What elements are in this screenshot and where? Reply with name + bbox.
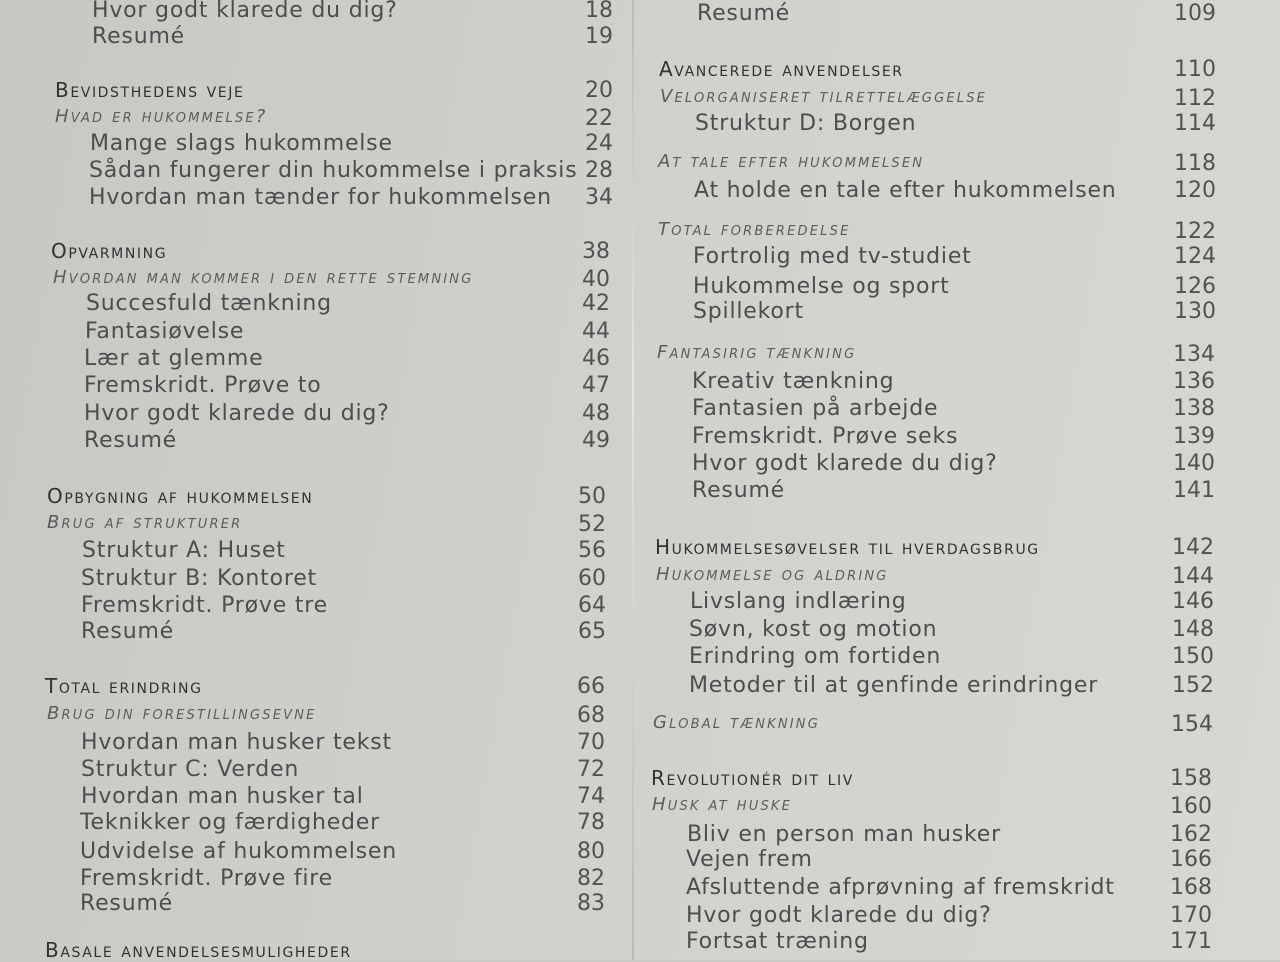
toc-entry-page-number: 120 <box>1174 178 1216 203</box>
toc-entry-title: Hvordan man husker tekst <box>81 730 392 755</box>
toc-entry-title: Hukommelse og aldring <box>656 564 889 585</box>
toc-entry-page-number: 152 <box>1172 673 1214 698</box>
toc-entry-title: Basale anvendelsesmuligheder <box>45 938 352 962</box>
toc-entry-page-number: 144 <box>1172 564 1214 589</box>
toc-entry-page-number: 139 <box>1173 424 1215 449</box>
toc-entry-title: Total forberedelse <box>658 219 851 240</box>
toc-entry-page-number: 50 <box>578 484 606 509</box>
toc-entry-title: Husk at huske <box>652 794 793 815</box>
toc-entry-page-number: 60 <box>578 566 606 591</box>
toc-entry-title: Søvn, kost og motion <box>689 617 938 642</box>
toc-entry-page-number: 148 <box>1172 617 1214 642</box>
toc-entry-title: Brug din forestillingsevne <box>47 703 317 724</box>
toc-entry-page-number: 168 <box>1170 875 1212 900</box>
toc-entry-title: Fantasien på arbejde <box>692 396 939 421</box>
toc-entry-page-number: 138 <box>1173 396 1215 421</box>
toc-entry-page-number: 171 <box>1170 929 1212 954</box>
toc-entry-title: Fantasirig tænkning <box>657 342 857 363</box>
toc-entry-title: Hvordan man tænder for hukommelsen <box>89 185 552 210</box>
toc-entry-page-number: 112 <box>1174 86 1216 111</box>
toc-entry-title: Metoder til at genfinde erindringer <box>689 673 1099 698</box>
toc-entry-page-number: 80 <box>577 839 605 864</box>
toc-entry-title: Hvad er hukommelse? <box>55 106 268 127</box>
toc-entry-page-number: 158 <box>1170 766 1212 791</box>
toc-entry-page-number: 110 <box>1174 57 1216 82</box>
toc-entry-page-number: 40 <box>582 267 610 292</box>
toc-entry-title: Resumé <box>92 24 186 49</box>
toc-entry-title: Opvarmning <box>51 239 168 263</box>
toc-entry-page-number: 19 <box>585 24 613 49</box>
toc-entry-page-number: 142 <box>1172 535 1214 560</box>
toc-entry-page-number: 72 <box>577 757 605 782</box>
toc-entry-page-number: 83 <box>577 891 605 916</box>
toc-entry-page-number: 160 <box>1170 794 1212 819</box>
toc-entry-title: Hvordan man husker tal <box>81 784 364 809</box>
toc-entry-title: Resumé <box>80 891 174 916</box>
toc-entry-title: Avancerede anvendelser <box>659 57 904 81</box>
toc-entry-title: At holde en tale efter hukommelsen <box>694 178 1117 203</box>
toc-entry-page-number: 114 <box>1174 111 1216 136</box>
toc-entry-title: Hvor godt klarede du dig? <box>686 903 992 928</box>
toc-entry-page-number: 146 <box>1172 589 1214 614</box>
page-gutter <box>632 0 634 960</box>
toc-entry-page-number: 68 <box>577 703 605 728</box>
toc-entry-title: Succesfuld tænkning <box>86 291 332 316</box>
toc-entry-title: Spillekort <box>693 299 804 324</box>
toc-entry-page-number: 74 <box>577 784 605 809</box>
toc-entry-page-number: 44 <box>582 319 610 344</box>
toc-entry-title: Mange slags hukommelse <box>90 131 393 156</box>
toc-entry-title: Velorganiseret tilrettelæggelse <box>660 86 988 107</box>
toc-entry-page-number: 140 <box>1173 451 1215 476</box>
toc-entry-page-number: 170 <box>1170 903 1212 928</box>
toc-entry-page-number: 162 <box>1170 822 1212 847</box>
toc-entry-title: Bevidsthedens veje <box>55 78 245 102</box>
toc-entry-page-number: 82 <box>577 866 605 891</box>
toc-entry-title: Struktur C: Verden <box>81 757 300 782</box>
toc-entry-page-number: 66 <box>577 674 605 699</box>
toc-entry-page-number: 18 <box>585 0 613 23</box>
toc-entry-page-number: 78 <box>577 810 605 835</box>
toc-entry-page-number: 118 <box>1174 151 1216 176</box>
toc-entry-page-number: 56 <box>578 538 606 563</box>
toc-entry-title: Teknikker og færdigheder <box>80 810 380 835</box>
toc-entry-title: Fremskridt. Prøve fire <box>80 866 334 891</box>
toc-entry-title: Struktur B: Kontoret <box>81 566 317 591</box>
toc-entry-title: Resumé <box>84 428 178 453</box>
toc-entry-page-number: 24 <box>585 131 613 156</box>
toc-entry-title: Sådan fungerer din hukommelse i praksis <box>89 158 578 183</box>
toc-entry-title: Hvor godt klarede du dig? <box>84 401 390 426</box>
toc-entry-page-number: 46 <box>582 346 610 371</box>
toc-entry-title: Global tænkning <box>653 712 821 733</box>
toc-entry-page-number: 70 <box>577 730 605 755</box>
toc-entry-title: Hukommelsesøvelser til hverdagsbrug <box>655 535 1040 559</box>
toc-entry-page-number: 48 <box>582 401 610 426</box>
toc-entry-page-number: 52 <box>578 512 606 537</box>
toc-entry-page-number: 124 <box>1174 244 1216 269</box>
toc-entry-page-number: 166 <box>1170 847 1212 872</box>
toc-entry-title: Hukommelse og sport <box>693 274 950 299</box>
toc-entry-title: Hvor godt klarede du dig? <box>692 451 998 476</box>
toc-entry-page-number: 47 <box>582 373 610 398</box>
toc-entry-title: Fantasiøvelse <box>85 319 245 344</box>
toc-entry-title: Resumé <box>692 478 786 503</box>
toc-entry-title: Kreativ tænkning <box>692 369 895 394</box>
toc-entry-title: Erindring om fortiden <box>689 644 942 669</box>
toc-entry-title: Fortrolig med tv-studiet <box>693 244 972 269</box>
toc-entry-title: Fremskridt. Prøve tre <box>81 593 328 618</box>
toc-entry-title: Struktur A: Huset <box>82 538 286 563</box>
toc-entry-title: Afsluttende afprøvning af fremskridt <box>686 875 1115 900</box>
toc-entry-title: Bliv en person man husker <box>687 822 1001 847</box>
toc-entry-page-number: 109 <box>1174 1 1216 26</box>
toc-entry-page-number: 28 <box>585 158 613 183</box>
toc-entry-page-number: 65 <box>578 619 606 644</box>
toc-entry-title: Resumé <box>81 619 175 644</box>
toc-entry-title: Revolutionér dit liv <box>651 766 854 790</box>
toc-entry-title: Udvidelse af hukommelsen <box>80 839 397 864</box>
toc-entry-page-number: 134 <box>1173 342 1215 367</box>
toc-entry-page-number: 136 <box>1173 369 1215 394</box>
toc-entry-title: Vejen frem <box>686 847 813 872</box>
toc-entry-page-number: 64 <box>578 593 606 618</box>
toc-entry-page-number: 22 <box>585 106 613 131</box>
toc-entry-page-number: 38 <box>582 239 610 264</box>
toc-entry-title: Fremskridt. Prøve to <box>84 373 322 398</box>
toc-entry-title: Fortsat træning <box>686 929 869 954</box>
toc-entry-page-number: 130 <box>1174 299 1216 324</box>
toc-entry-page-number: 150 <box>1172 644 1214 669</box>
toc-entry-page-number: 42 <box>582 291 610 316</box>
toc-entry-title: Brug af strukturer <box>47 512 243 533</box>
toc-entry-title: Struktur D: Borgen <box>695 111 917 136</box>
toc-entry-title: Lær at glemme <box>84 346 264 371</box>
toc-entry-title: Livslang indlæring <box>690 589 907 614</box>
toc-entry-page-number: 34 <box>585 185 613 210</box>
toc-entry-title: At tale efter hukommelsen <box>658 151 925 172</box>
toc-entry-page-number: 141 <box>1173 478 1215 503</box>
toc-entry-title: Fremskridt. Prøve seks <box>692 424 959 449</box>
toc-entry-page-number: 122 <box>1174 219 1216 244</box>
toc-entry-title: Hvordan man kommer i den rette stemning <box>53 267 474 288</box>
toc-entry-title: Total erindring <box>45 674 203 698</box>
toc-entry-page-number: 126 <box>1174 274 1216 299</box>
toc-entry-title: Opbygning af hukommelsen <box>47 484 314 508</box>
toc-entry-title: Hvor godt klarede du dig? <box>92 0 398 23</box>
toc-entry-page-number: 49 <box>582 428 610 453</box>
toc-entry-page-number: 154 <box>1171 712 1213 737</box>
toc-entry-title: Resumé <box>697 1 791 26</box>
toc-entry-page-number: 20 <box>585 78 613 103</box>
